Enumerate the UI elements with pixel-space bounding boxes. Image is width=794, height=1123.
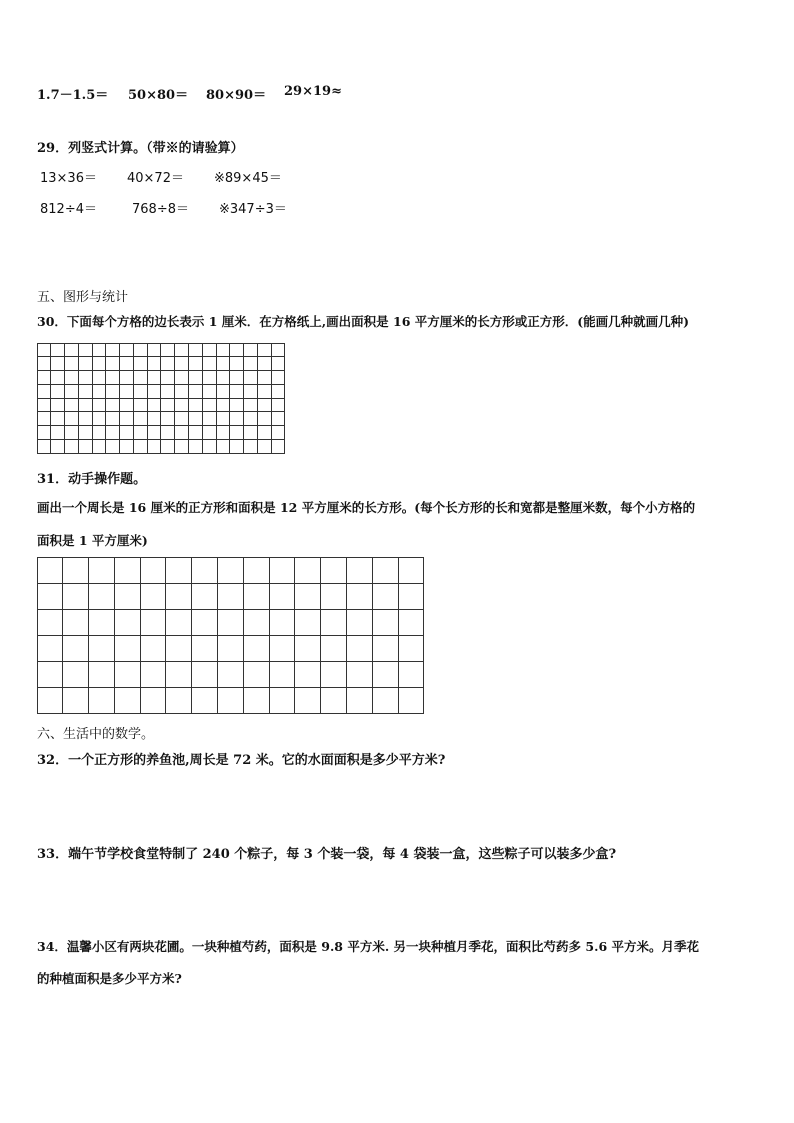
grid-cell[interactable] (92, 412, 106, 426)
grid-cell[interactable] (244, 398, 258, 412)
grid-cell[interactable] (65, 357, 79, 371)
grid-cell[interactable] (147, 343, 161, 357)
grid-cell[interactable] (202, 412, 216, 426)
grid-cell[interactable] (271, 439, 285, 453)
grid-cell[interactable] (257, 412, 271, 426)
grid-cell[interactable] (120, 439, 134, 453)
grid-cell[interactable] (92, 357, 106, 371)
grid-cell[interactable] (347, 609, 373, 636)
grid-cell[interactable] (65, 384, 79, 398)
grid-cell[interactable] (244, 384, 258, 398)
grid-cell[interactable] (78, 343, 92, 357)
top-calc-3: 80×90＝ (206, 88, 267, 103)
grid-cell[interactable] (120, 412, 134, 426)
grid-cell[interactable] (166, 635, 192, 662)
grid-cell[interactable] (78, 357, 92, 371)
grid-cell[interactable] (63, 609, 89, 636)
grid-cell[interactable] (372, 557, 398, 584)
grid-cell[interactable] (257, 426, 271, 440)
grid-cell[interactable] (244, 412, 258, 426)
grid-cell[interactable] (398, 635, 424, 662)
grid-cell[interactable] (269, 583, 295, 610)
grid-cell[interactable] (37, 398, 51, 412)
grid-cell[interactable] (218, 583, 244, 610)
grid-cell[interactable] (257, 384, 271, 398)
grid-cell[interactable] (230, 357, 244, 371)
grid-cell[interactable] (65, 439, 79, 453)
grid-cell[interactable] (398, 609, 424, 636)
grid-cell[interactable] (175, 439, 189, 453)
grid-cell[interactable] (120, 371, 134, 385)
grid-cell[interactable] (63, 687, 89, 714)
q30-text: 30．下面每个方格的边长表示 1 厘米．在方格纸上,画出面积是 16 平方厘米的长方形或正方形．(能画几种就画几种) (37, 314, 690, 329)
grid-cell[interactable] (106, 439, 120, 453)
grid-cell[interactable] (216, 357, 230, 371)
q34-line1: 34．温馨小区有两块花圃。一块种植芍药，面积是 9.8 平方米. 另一块种植月季花，面积比芍药多 5.6 平方米。月季花 (37, 939, 700, 954)
grid-cell[interactable] (147, 398, 161, 412)
grid-cell[interactable] (120, 357, 134, 371)
grid-cell[interactable] (37, 426, 51, 440)
top-calc-2: 50×80＝ (128, 88, 189, 103)
grid-cell[interactable] (216, 384, 230, 398)
grid-cell[interactable] (216, 371, 230, 385)
grid-cell[interactable] (140, 661, 166, 688)
grid-cell[interactable] (216, 343, 230, 357)
grid-cell[interactable] (140, 583, 166, 610)
grid-cell[interactable] (218, 687, 244, 714)
grid-cell[interactable] (189, 357, 203, 371)
grid-cell[interactable] (189, 384, 203, 398)
grid-cell[interactable] (295, 609, 321, 636)
grid-cell[interactable] (133, 426, 147, 440)
grid-cell[interactable] (89, 557, 115, 584)
grid-cell[interactable] (37, 412, 51, 426)
grid-cell[interactable] (271, 357, 285, 371)
grid-cell[interactable] (189, 343, 203, 357)
top-calc-4: 29×19≈ (284, 84, 342, 99)
grid-cell[interactable] (257, 439, 271, 453)
grid-cell[interactable] (106, 371, 120, 385)
grid-cell[interactable] (271, 426, 285, 440)
grid-cell[interactable] (230, 371, 244, 385)
grid-cell[interactable] (78, 384, 92, 398)
grid-cell[interactable] (295, 635, 321, 662)
grid-cell[interactable] (133, 371, 147, 385)
grid-cell[interactable] (120, 398, 134, 412)
grid-cell[interactable] (216, 439, 230, 453)
grid-cell[interactable] (243, 557, 269, 584)
grid-cell[interactable] (216, 412, 230, 426)
q29-title: 29．列竖式计算。（带※的请验算） (37, 141, 244, 156)
grid-cell[interactable] (161, 426, 175, 440)
grid-cell[interactable] (78, 439, 92, 453)
grid-cell[interactable] (202, 384, 216, 398)
grid-cell[interactable] (192, 609, 218, 636)
grid-cell[interactable] (92, 384, 106, 398)
grid-cell[interactable] (120, 343, 134, 357)
grid-cell[interactable] (257, 371, 271, 385)
grid-cell[interactable] (133, 343, 147, 357)
grid-cell[interactable] (271, 371, 285, 385)
grid-cell[interactable] (295, 557, 321, 584)
grid-cell[interactable] (120, 384, 134, 398)
grid-cell[interactable] (89, 661, 115, 688)
grid-cell[interactable] (114, 687, 140, 714)
grid-cell[interactable] (114, 661, 140, 688)
grid-cell[interactable] (243, 635, 269, 662)
grid-cell[interactable] (106, 343, 120, 357)
grid-cell[interactable] (63, 557, 89, 584)
grid-cell[interactable] (65, 343, 79, 357)
grid-cell[interactable] (133, 384, 147, 398)
grid-cell[interactable] (65, 371, 79, 385)
grid-cell[interactable] (78, 398, 92, 412)
grid-cell[interactable] (89, 583, 115, 610)
grid-cell[interactable] (202, 343, 216, 357)
grid-cell[interactable] (218, 557, 244, 584)
grid-cell[interactable] (140, 609, 166, 636)
grid-cell[interactable] (230, 384, 244, 398)
grid-cell[interactable] (161, 384, 175, 398)
grid-cell[interactable] (175, 384, 189, 398)
grid-cell[interactable] (51, 384, 65, 398)
grid-cell[interactable] (192, 557, 218, 584)
grid-cell[interactable] (147, 412, 161, 426)
grid-cell[interactable] (347, 687, 373, 714)
grid-cell[interactable] (166, 687, 192, 714)
grid-cell[interactable] (244, 426, 258, 440)
grid-cell[interactable] (244, 371, 258, 385)
grid-cell[interactable] (230, 343, 244, 357)
grid-cell[interactable] (114, 557, 140, 584)
grid-cell[interactable] (295, 687, 321, 714)
grid-cell[interactable] (92, 398, 106, 412)
grid-cell[interactable] (106, 357, 120, 371)
grid-cell[interactable] (166, 609, 192, 636)
grid-cell[interactable] (147, 384, 161, 398)
grid-cell[interactable] (244, 439, 258, 453)
q31-line2: 面积是 1 平方厘米) (37, 533, 148, 548)
grid-cell[interactable] (347, 583, 373, 610)
grid-cell[interactable] (161, 371, 175, 385)
grid-cell[interactable] (269, 635, 295, 662)
q29-r1-c: ※89×45＝ (214, 171, 282, 186)
grid-cell[interactable] (78, 426, 92, 440)
grid-cell[interactable] (230, 412, 244, 426)
grid-cell[interactable] (372, 661, 398, 688)
grid-cell[interactable] (166, 557, 192, 584)
grid-cell[interactable] (218, 661, 244, 688)
grid-cell[interactable] (372, 609, 398, 636)
grid-cell[interactable] (37, 583, 63, 610)
grid-cell[interactable] (230, 426, 244, 440)
grid-cell[interactable] (51, 343, 65, 357)
grid-cell[interactable] (37, 635, 63, 662)
grid-cell[interactable] (106, 426, 120, 440)
grid-cell[interactable] (189, 412, 203, 426)
grid-cell[interactable] (133, 412, 147, 426)
grid-cell[interactable] (133, 398, 147, 412)
grid-cell[interactable] (51, 439, 65, 453)
grid-cell[interactable] (321, 583, 347, 610)
section5-title: 五、图形与统计 (37, 290, 129, 305)
grid-cell[interactable] (269, 661, 295, 688)
grid-cell[interactable] (147, 439, 161, 453)
grid-cell[interactable] (37, 439, 51, 453)
grid-cell[interactable] (175, 343, 189, 357)
grid-cell[interactable] (147, 371, 161, 385)
grid-cell[interactable] (37, 609, 63, 636)
grid-cell[interactable] (269, 687, 295, 714)
grid-cell[interactable] (243, 687, 269, 714)
q33-text: 33．端午节学校食堂特制了 240 个粽子，每 3 个装一袋，每 4 袋装一盒，这些粽子可以装多少盒? (37, 847, 617, 862)
grid-cell[interactable] (244, 357, 258, 371)
grid-cell[interactable] (37, 384, 51, 398)
grid-cell[interactable] (175, 426, 189, 440)
grid-cell[interactable] (321, 609, 347, 636)
q30-grid[interactable] (37, 343, 285, 453)
grid-cell[interactable] (114, 583, 140, 610)
grid-cell[interactable] (192, 687, 218, 714)
grid-cell[interactable] (243, 609, 269, 636)
grid-cell[interactable] (321, 661, 347, 688)
grid-cell[interactable] (295, 661, 321, 688)
grid-cell[interactable] (63, 661, 89, 688)
section6-title: 六、生活中的数学。 (37, 727, 155, 742)
grid-cell[interactable] (78, 412, 92, 426)
grid-cell[interactable] (398, 583, 424, 610)
grid-cell[interactable] (51, 357, 65, 371)
grid-cell[interactable] (161, 412, 175, 426)
grid-cell[interactable] (230, 439, 244, 453)
grid-cell[interactable] (133, 357, 147, 371)
grid-cell[interactable] (398, 661, 424, 688)
grid-cell[interactable] (106, 384, 120, 398)
grid-cell[interactable] (257, 343, 271, 357)
grid-cell[interactable] (140, 557, 166, 584)
grid-cell[interactable] (271, 398, 285, 412)
grid-cell[interactable] (295, 583, 321, 610)
grid-cell[interactable] (216, 426, 230, 440)
grid-cell[interactable] (37, 371, 51, 385)
grid-cell[interactable] (51, 412, 65, 426)
grid-cell[interactable] (271, 384, 285, 398)
grid-cell[interactable] (269, 557, 295, 584)
grid-cell[interactable] (189, 371, 203, 385)
q29-r2-b: 768÷8＝ (132, 202, 189, 217)
q31-grid[interactable] (37, 557, 424, 713)
grid-cell[interactable] (37, 687, 63, 714)
grid-cell[interactable] (192, 661, 218, 688)
top-calc-1: 1.7－1.5＝ (37, 88, 109, 103)
grid-cell[interactable] (216, 398, 230, 412)
grid-cell[interactable] (230, 398, 244, 412)
grid-cell[interactable] (37, 357, 51, 371)
grid-cell[interactable] (63, 635, 89, 662)
grid-cell[interactable] (189, 398, 203, 412)
grid-cell[interactable] (321, 557, 347, 584)
grid-cell[interactable] (37, 343, 51, 357)
grid-cell[interactable] (269, 609, 295, 636)
q31-title: 31．动手操作题。 (37, 472, 147, 487)
grid-cell[interactable] (65, 398, 79, 412)
grid-cell[interactable] (161, 398, 175, 412)
grid-cell[interactable] (65, 412, 79, 426)
grid-cell[interactable] (192, 635, 218, 662)
grid-cell[interactable] (321, 687, 347, 714)
q32-text: 32．一个正方形的养鱼池,周长是 72 米。它的水面面积是多少平方米? (37, 753, 446, 768)
grid-cell[interactable] (347, 661, 373, 688)
grid-cell[interactable] (92, 426, 106, 440)
grid-cell[interactable] (175, 398, 189, 412)
grid-cell[interactable] (347, 557, 373, 584)
grid-cell[interactable] (175, 412, 189, 426)
grid-cell[interactable] (372, 687, 398, 714)
grid-cell[interactable] (63, 583, 89, 610)
grid-cell[interactable] (147, 426, 161, 440)
grid-cell[interactable] (120, 426, 134, 440)
grid-cell[interactable] (218, 635, 244, 662)
grid-cell[interactable] (372, 583, 398, 610)
grid-cell[interactable] (114, 635, 140, 662)
grid-cell[interactable] (202, 439, 216, 453)
grid-cell[interactable] (257, 398, 271, 412)
grid-cell[interactable] (202, 371, 216, 385)
grid-cell[interactable] (51, 398, 65, 412)
grid-cell[interactable] (271, 412, 285, 426)
grid-cell[interactable] (65, 426, 79, 440)
grid-cell[interactable] (89, 609, 115, 636)
grid-cell[interactable] (218, 609, 244, 636)
grid-cell[interactable] (271, 343, 285, 357)
grid-cell[interactable] (37, 557, 63, 584)
grid-cell[interactable] (51, 426, 65, 440)
grid-cell[interactable] (89, 687, 115, 714)
grid-cell[interactable] (114, 609, 140, 636)
grid-cell[interactable] (243, 661, 269, 688)
grid-cell[interactable] (92, 343, 106, 357)
grid-cell[interactable] (202, 426, 216, 440)
grid-cell[interactable] (175, 357, 189, 371)
grid-cell[interactable] (189, 439, 203, 453)
q29-r2-a: 812÷4＝ (40, 202, 97, 217)
grid-cell[interactable] (192, 583, 218, 610)
grid-cell[interactable] (106, 398, 120, 412)
grid-cell[interactable] (189, 426, 203, 440)
grid-cell[interactable] (347, 635, 373, 662)
q29-r2-c: ※347÷3＝ (219, 202, 287, 217)
grid-cell[interactable] (243, 583, 269, 610)
grid-cell[interactable] (37, 661, 63, 688)
q34-line2: 的种植面积是多少平方米? (37, 971, 182, 986)
grid-cell[interactable] (175, 371, 189, 385)
grid-cell[interactable] (140, 687, 166, 714)
grid-cell[interactable] (78, 371, 92, 385)
grid-cell[interactable] (244, 343, 258, 357)
grid-cell[interactable] (166, 661, 192, 688)
grid-cell[interactable] (166, 583, 192, 610)
grid-cell[interactable] (398, 687, 424, 714)
grid-cell[interactable] (257, 357, 271, 371)
grid-cell[interactable] (92, 371, 106, 385)
q29-r1-a: 13×36＝ (40, 171, 97, 186)
grid-cell[interactable] (202, 357, 216, 371)
grid-cell[interactable] (89, 635, 115, 662)
grid-cell[interactable] (372, 635, 398, 662)
grid-cell[interactable] (92, 439, 106, 453)
grid-cell[interactable] (51, 371, 65, 385)
grid-cell[interactable] (161, 439, 175, 453)
grid-cell[interactable] (133, 439, 147, 453)
grid-cell[interactable] (321, 635, 347, 662)
grid-cell[interactable] (398, 557, 424, 584)
grid-cell[interactable] (106, 412, 120, 426)
grid-cell[interactable] (161, 357, 175, 371)
grid-cell[interactable] (161, 343, 175, 357)
q31-line1: 画出一个周长是 16 厘米的正方形和面积是 12 平方厘米的长方形。(每个长方形的长和宽都是整厘米数，每个小方格的 (37, 500, 696, 515)
grid-cell[interactable] (202, 398, 216, 412)
grid-cell[interactable] (140, 635, 166, 662)
grid-cell[interactable] (147, 357, 161, 371)
q29-r1-b: 40×72＝ (127, 171, 184, 186)
